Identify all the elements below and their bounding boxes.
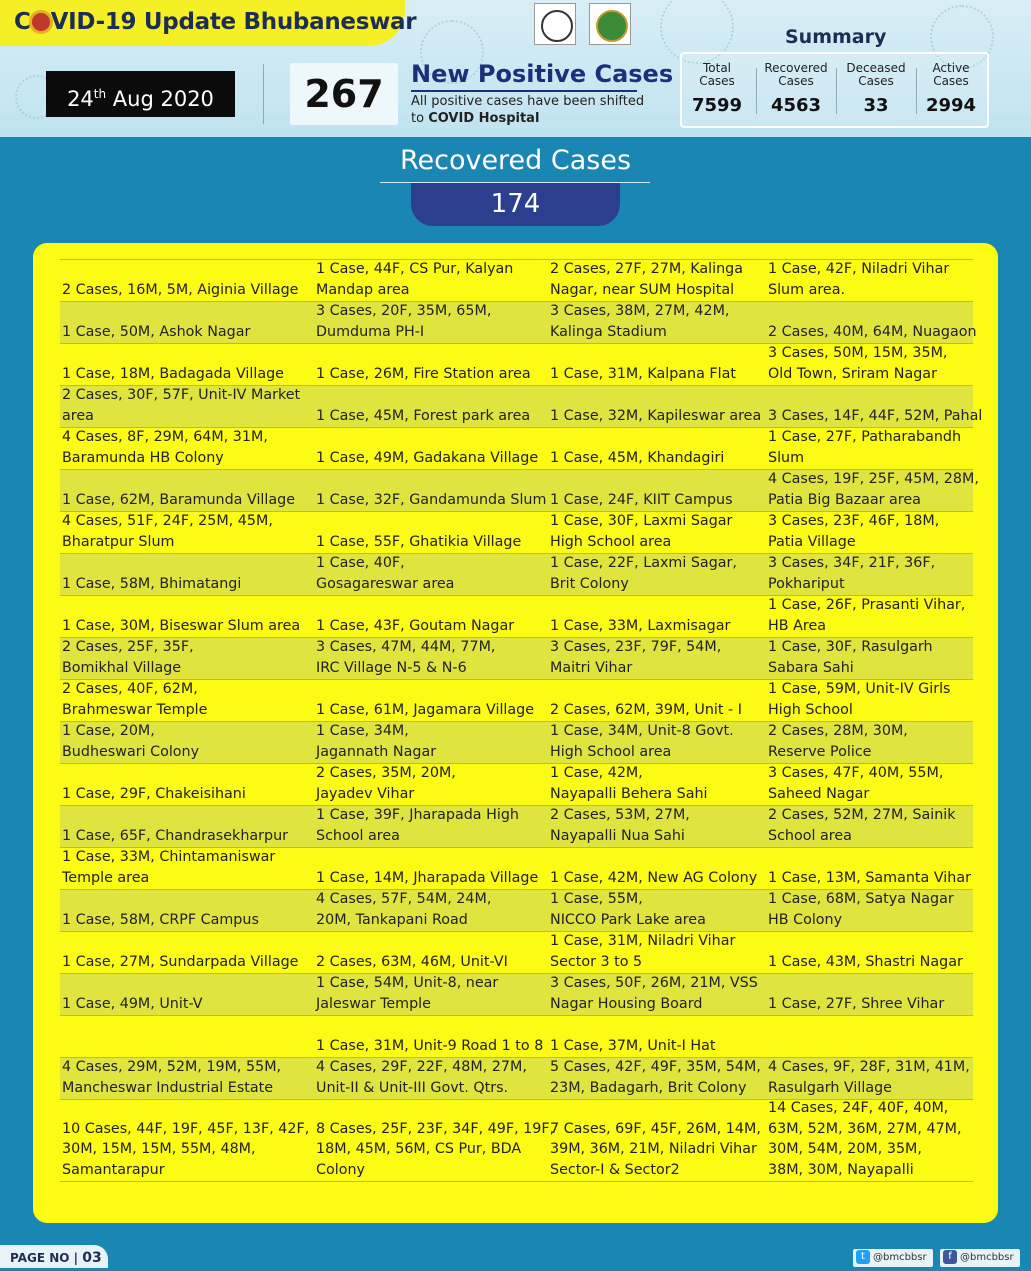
- recovered-count: 174: [411, 183, 620, 226]
- facebook-handle[interactable]: f @bmcbbsr: [940, 1249, 1020, 1267]
- table-cell: 1 Case, 27F, Shree Vihar: [768, 995, 945, 1012]
- table-cell: 2 Cases, 28M, 30M, Reserve Police: [768, 723, 908, 760]
- table-cell: 4 Cases, 9F, 28F, 31M, 41M, Rasulgarh Village: [768, 1059, 970, 1096]
- table-cell: 1 Case, 30M, Biseswar Slum area: [62, 617, 301, 634]
- facebook-icon: f: [943, 1250, 957, 1264]
- table-cell: 1 Case, 42M, Nayapalli Behera Sahi: [550, 765, 708, 802]
- table-row: [60, 721, 973, 764]
- table-cell: 1 Case, 13M, Samanta Vihar: [768, 869, 971, 886]
- table-row: [60, 637, 973, 680]
- table-cell: 1 Case, 26M, Fire Station area: [316, 365, 531, 382]
- table-cell: 4 Cases, 19F, 25F, 45M, 28M, Patia Big Bazaar area: [768, 471, 979, 508]
- recovered-list-panel: [33, 243, 998, 1223]
- table-cell: 1 Case, 55M, NICCO Park Lake area: [550, 891, 706, 928]
- table-cell: 1 Case, 29F, Chakeisihani: [62, 785, 246, 802]
- table-cell: 3 Cases, 47M, 44M, 77M, IRC Village N-5 & N-6: [316, 639, 496, 676]
- table-cell: 1 Case, 65F, Chandrasekharpur: [62, 827, 289, 844]
- table-cell: 2 Cases, 30F, 57F, Unit-IV Market area: [62, 387, 301, 424]
- table-cell: 1 Case, 32F, Gandamunda Slum: [316, 491, 547, 508]
- table-cell: 2 Cases, 40F, 62M, Brahmeswar Temple: [62, 681, 208, 718]
- table-cell: 1 Case, 42F, Niladri Vihar Slum area.: [768, 261, 950, 298]
- table-cell: 1 Case, 33M, Chintamaniswar Temple area: [62, 849, 276, 886]
- table-cell: 4 Cases, 29F, 22F, 48M, 27M, Unit-II & Unit-III Govt. Qtrs.: [316, 1059, 527, 1096]
- table-cell: 1 Case, 61M, Jagamara Village: [316, 701, 535, 718]
- table-cell: 1 Case, 45M, Forest park area: [316, 407, 531, 424]
- table-cell: 1 Case, 62M, Baramunda Village: [62, 491, 295, 508]
- summary-title: Summary: [785, 26, 887, 48]
- divider: [916, 68, 917, 114]
- table-row: [60, 1099, 973, 1182]
- divider: [411, 90, 637, 92]
- table-cell: 1 Case, 49M, Unit-V: [62, 995, 203, 1012]
- table-cell: 1 Case, 27M, Sundarpada Village: [62, 953, 299, 970]
- table-cell: 8 Cases, 25F, 23F, 34F, 49F, 19F, 18M, 45M, 56M, CS Pur, BDA Colony: [316, 1120, 555, 1178]
- table-cell: 1 Case, 42M, New AG Colony: [550, 869, 758, 886]
- table-row: [60, 511, 973, 554]
- table-row: [60, 469, 979, 512]
- virus-icon: [32, 13, 50, 31]
- table-cell: 5 Cases, 42F, 49F, 35M, 54M, 23M, Badagarh, Brit Colony: [550, 1059, 761, 1096]
- table-cell: 7 Cases, 69F, 45F, 26M, 14M, 39M, 36M, 21M, Niladri Vihar Sector-I & Sector2: [550, 1120, 761, 1178]
- table-cell: 1 Case, 43F, Goutam Nagar: [316, 617, 515, 634]
- table-cell: 3 Cases, 50M, 15M, 35M, Old Town, Sriram Nagar: [768, 345, 948, 382]
- table-row: [60, 931, 973, 974]
- table-cell: 1 Case, 40F, Gosagareswar area: [316, 555, 455, 592]
- table-cell: 2 Cases, 63M, 46M, Unit-VI: [316, 953, 508, 970]
- table-cell: 1 Case, 39F, Jharapada High School area: [316, 807, 519, 844]
- table-cell: 4 Cases, 8F, 29M, 64M, 31M, Baramunda HB Colony: [62, 429, 268, 466]
- divider: [836, 68, 837, 114]
- table-row: [60, 679, 973, 722]
- summary-deceased: Deceased Cases 33: [846, 61, 906, 116]
- table-cell: 1 Case, 45M, Khandagiri: [550, 449, 725, 466]
- table-cell: 1 Case, 27F, Patharabandh Slum: [768, 429, 962, 466]
- table-row: [60, 343, 973, 386]
- table-row: [60, 847, 973, 890]
- table-cell: 4 Cases, 29M, 52M, 19M, 55M, Mancheswar Industrial Estate: [62, 1059, 282, 1096]
- table-cell: 1 Case, 22F, Laxmi Sagar, Brit Colony: [550, 555, 737, 592]
- table-row: [60, 1015, 973, 1058]
- summary-box: [680, 52, 989, 128]
- recovered-title: Recovered Cases: [399, 145, 632, 176]
- table-cell: 1 Case, 24F, KIIT Campus: [550, 491, 733, 508]
- table-cell: 1 Case, 58M, Bhimatangi: [62, 575, 242, 592]
- table-cell: 1 Case, 55F, Ghatikia Village: [316, 533, 522, 550]
- table-cell: 1 Case, 33M, Laxmisagar: [550, 617, 731, 634]
- table-cell: 3 Cases, 14F, 44F, 52M, Pahal: [768, 407, 983, 424]
- table-cell: 3 Cases, 34F, 21F, 36F, Pokhariput: [768, 555, 936, 592]
- bmc-logo: [589, 3, 631, 45]
- table-cell: 1 Case, 34M, Jagannath Nagar: [316, 723, 437, 760]
- new-cases-title: New Positive Cases: [411, 60, 674, 88]
- table-cell: 3 Cases, 50F, 26M, 21M, VSS Nagar Housing Board: [550, 975, 758, 1012]
- header: [0, 0, 1031, 137]
- table-cell: 2 Cases, 53M, 27M, Nayapalli Nua Sahi: [550, 807, 690, 844]
- table-row: [60, 259, 973, 302]
- table-cell: 1 Case, 31M, Niladri Vihar Sector 3 to 5: [550, 933, 736, 970]
- table-row: [60, 763, 973, 806]
- table-cell: 1 Case, 50M, Ashok Nagar: [62, 323, 251, 340]
- page-number: PAGE NO | 03: [0, 1245, 108, 1268]
- table-cell: 1 Case, 49M, Gadakana Village: [316, 449, 539, 466]
- table-row: [60, 805, 973, 848]
- table-cell: 2 Cases, 52M, 27M, Sainik School area: [768, 807, 956, 844]
- table-cell: 1 Case, 30F, Laxmi Sagar High School area: [550, 513, 733, 550]
- table-cell: 3 Cases, 47F, 40M, 55M, Saheed Nagar: [768, 765, 944, 802]
- table-cell: 4 Cases, 57F, 54M, 24M, 20M, Tankapani Road: [316, 891, 492, 928]
- table-cell: 1 Case, 34M, Unit-8 Govt. High School area: [550, 723, 734, 760]
- table-cell: 3 Cases, 23F, 79F, 54M, Maitri Vihar: [550, 639, 722, 676]
- table-row: [60, 427, 973, 470]
- table-cell: 2 Cases, 40M, 64M, Nuagaon: [768, 323, 977, 340]
- table-cell: 2 Cases, 25F, 35F, Bomikhal Village: [62, 639, 194, 676]
- title-band: [0, 0, 417, 46]
- table-cell: 1 Case, 14M, Jharapada Village: [316, 869, 539, 886]
- table-cell: 1 Case, 32M, Kapileswar area: [550, 407, 762, 424]
- table-cell: 1 Case, 54M, Unit-8, near Jaleswar Temple: [316, 975, 499, 1012]
- new-cases-subtitle: All positive cases have been shifted to COVID Hospital: [411, 94, 645, 126]
- table-cell: 3 Cases, 38M, 27M, 42M, Kalinga Stadium: [550, 303, 730, 340]
- date-badge: 24th Aug 2020: [46, 71, 235, 117]
- table-row: [60, 595, 973, 638]
- table-cell: 1 Case, 58M, CRPF Campus: [62, 911, 259, 928]
- table-cell: 1 Case, 43M, Shastri Nagar: [768, 953, 963, 970]
- table-cell: 2 Cases, 16M, 5M, Aiginia Village: [62, 281, 299, 298]
- twitter-icon: t: [856, 1250, 870, 1264]
- table-cell: 1 Case, 31M, Unit-9 Road 1 to 8: [316, 1037, 544, 1054]
- table-cell: 1 Case, 31M, Kalpana Flat: [550, 365, 736, 382]
- divider: [263, 64, 264, 124]
- table-cell: 3 Cases, 20F, 35M, 65M, Dumduma PH-I: [316, 303, 492, 340]
- table-cell: 4 Cases, 51F, 24F, 25M, 45M, Bharatpur Slum: [62, 513, 273, 550]
- table-cell: 2 Cases, 62M, 39M, Unit - I: [550, 701, 742, 718]
- table-cell: 1 Case, 44F, CS Pur, Kalyan Mandap area: [316, 261, 514, 298]
- odisha-emblem-logo: [534, 3, 576, 45]
- table-cell: 14 Cases, 24F, 40F, 40M, 63M, 52M, 36M, 27M, 47M, 30M, 54M, 20M, 35M, 38M, 30M, Nayapalli: [768, 1100, 962, 1178]
- table-bottom-rule: [60, 1181, 973, 1182]
- table-cell: 1 Case, 26F, Prasanti Vihar, HB Area: [768, 597, 966, 634]
- summary-recovered: Recovered Cases 4563: [764, 61, 828, 116]
- page-title: C VID-19 Update Bhubaneswar: [14, 9, 417, 35]
- table-row: [60, 301, 977, 344]
- table-cell: 1 Case, 59M, Unit-IV Girls High School: [768, 681, 951, 718]
- summary-total: Total Cases 7599: [691, 61, 743, 116]
- table-row: [60, 385, 983, 428]
- table-cell: 2 Cases, 27F, 27M, Kalinga Nagar, near SUM Hospital: [550, 261, 744, 298]
- table-row: [60, 553, 973, 596]
- summary-active: Active Cases 2994: [925, 61, 977, 116]
- twitter-handle[interactable]: t @bmcbbsr: [853, 1249, 933, 1267]
- table-cell: 2 Cases, 35M, 20M, Jayadev Vihar: [316, 765, 456, 802]
- table-row: [60, 973, 973, 1016]
- table-cell: 1 Case, 68M, Satya Nagar HB Colony: [768, 891, 954, 928]
- table-cell: 1 Case, 20M, Budheswari Colony: [62, 723, 200, 760]
- divider: [756, 68, 757, 114]
- table-cell: 1 Case, 37M, Unit-I Hat: [550, 1037, 716, 1054]
- table-row: [60, 889, 973, 932]
- table-cell: 3 Cases, 23F, 46F, 18M, Patia Village: [768, 513, 940, 550]
- table-row: [60, 1057, 973, 1100]
- table-cell: 1 Case, 30F, Rasulgarh Sabara Sahi: [768, 639, 933, 676]
- table-cell: 10 Cases, 44F, 19F, 45F, 13F, 42F, 30M, 15M, 15M, 55M, 48M, Samantarapur: [62, 1120, 310, 1178]
- table-cell: 1 Case, 18M, Badagada Village: [62, 365, 284, 382]
- new-cases-count: 267: [290, 63, 398, 125]
